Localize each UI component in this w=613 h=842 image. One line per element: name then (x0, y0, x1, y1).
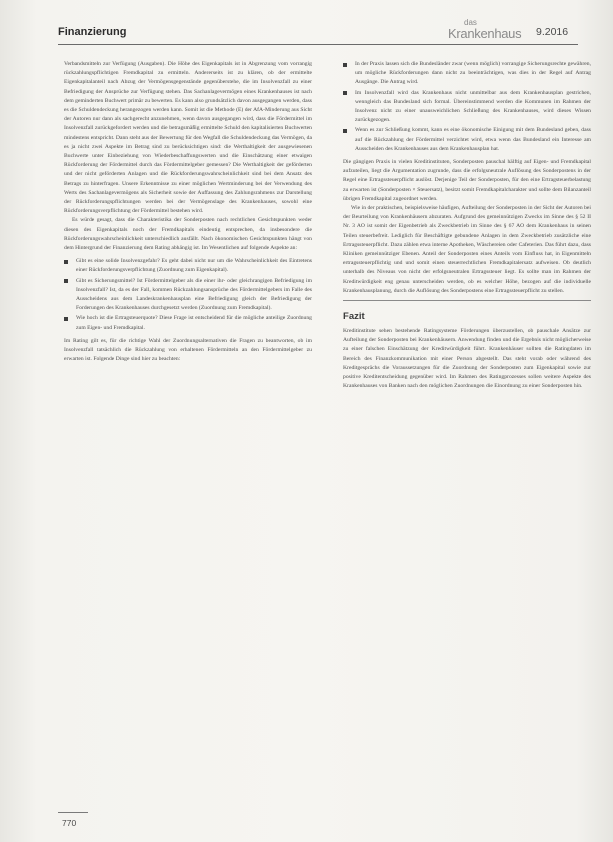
bullet-item (343, 89, 591, 126)
page-header (58, 18, 578, 45)
fazit-heading: Fazit (343, 311, 365, 323)
bullet-text: Im Insolvenzfall wird das Krankenhaus nicht unmittelbar aus dem Krankenhausplan gestrichen, wenngleich das Bundesland sich formal. Übereinstimmend werden die Kommunen im Rahmen der Insolvenz nicht zu einer unausweichlichen Schließung des Krankenhauses, wird dieses Wissen zurückgezogen. (355, 89, 591, 124)
section-divider (343, 300, 591, 301)
bullet-square-icon (64, 317, 68, 321)
section-title: Finanzierung (58, 26, 127, 38)
bullet-list (343, 60, 591, 154)
body-paragraph: Im Rating gilt es, für die richtige Wahl der Zuordnungsalternativen die Fragen zu beantworten, ob im Insolvenzfall tatsächlich die Rückzahlung von erhaltenen Fördermitteln an den Fördermittelgeber zu erwarten ist. Folgende Dinge sind hier zu beachten: (64, 337, 312, 363)
bullet-text: Gibt es eine solide Insolvenzgefahr? Es geht dabei nicht nur um die Wahrscheinlichkeit des Eintretens einer Rückforderungsverpflichtung (Zuordnung zum Eigenkapital). (76, 258, 312, 274)
bullet-item (64, 277, 312, 314)
logo-name: Krankenhaus (448, 26, 522, 41)
folio-divider (58, 812, 88, 813)
page-number: 770 (62, 818, 77, 828)
journal-logo (448, 18, 526, 42)
bullet-item (64, 257, 312, 275)
bullet-square-icon (343, 91, 347, 95)
bullet-square-icon (64, 279, 68, 283)
body-paragraph: Verbandsmitteln zur Verfügung (Ausgaben). Die Höhe des Eigenkapitals ist in Abgrenzung vom vorrangig rückzahlungspflichtigen Fremdkapital zu ermitteln. Andererseits ist zu klären, ob der ermittelte Eigenkapitalanteil nach Abzug der Vermögensgegenstände gegenüberstehe, die im Insolvenzfall zu einer Befriedigung der Ansprüche zur Verfügung stehen. Das Sachanlagevermögen eines Krankenhauses ist nach dem geminderten Buchwert primär zu bewerten. Es kann also grundsätzlich davon ausgegangen werden, dass es die Schuldendeckung herangezogen werden kann. Somit ist die Methode (E) der AfA-Minderung aus Sicht der Autoren nur dann als sachgerecht anzunehmen, wenn davon ausgegangen wird, dass die Fördermittel im Insolvenzfall zurückgefordert werden und die betragsmäßig ermittelte Schuld den kapitalisierten Buchwerten mindestens entspricht. Dann steht aus der Bewertung für den Wegfall die Schuldendeckung das Vermögen, da es ja nicht zwei Aspekte im Betrag sind zu berücksichtigen sind: die Werthaltigkeit der ausgewiesenen Buchwerte unter Einbeziehung von Wiederbeschaffungswerten und die Einschätzung einer etwaigen Rückforderung der Fördermittel durch das Fördermittelgeber gemessen? Die Werthaltigkeit der geförderten und der nicht geförderten Anlagen und die Rückforderungswahrscheinlichkeit sind bei dem Ansatz des Betrags zu hinterfragen. Unsere Erkenntnisse zu einer möglichen Wertminderung bei der Verwendung des Werts des Sachanlagevermögens als Sicherheit sowie der Auffassung des Zahlungsrahmens zur Darstellung der Rückforderungspflichtungen werden bei der Vermögenslage des Krankenhauses, sowohl eine Rückforderungsverpflichtung der Fördermittel bestehen wird. (64, 61, 312, 215)
body-paragraph: Die gängigen Praxis in vielen Kreditinstituten, Sonderposten pauschal hälftig auf Eigen- und Fremdkapital aufzuteilen, liegt die Argumentation zugrunde, dass die erfolgsneutrale Auflösung des Sonderpostens in der Regel eine Ertragssteuerpflicht auslöst. Derjenige Teil der Sonderposten, für den eine Ertragsteuerbelastung zu erwarten ist (Sonderposten × Steuersatz), besitzt somit Fremdkapitalcharakter und sollte dem Bilanzanteil übrigen Fremdkapital zugeordnet werden. (343, 159, 591, 202)
bullet-text: Wie hoch ist die Ertragsteuerquote? Diese Frage ist entscheidend für die mögliche anteilige Zuordnung zum Eigen- und Fremdkapital. (76, 315, 312, 331)
logo-prefix: das (464, 18, 477, 27)
right-column (343, 60, 591, 392)
bullet-square-icon (64, 260, 68, 264)
left-column (64, 60, 312, 365)
bullet-item (343, 60, 591, 88)
bullet-item (64, 314, 312, 332)
bullet-square-icon (343, 129, 347, 133)
bullet-square-icon (343, 63, 347, 67)
bullet-list (64, 257, 312, 333)
body-paragraph: Es würde gesagt, dass die Charakteristika der Sonderposten nach rechtlichen Gesichtspunkten weder diesen des Eigenkapitals noch der Fremdkapitals eindeutig entsprechen, da insbesondere die Rückforderungswahrscheinlichkeit unterschiedlich ausfällt. Nach ökonomischen Gesichtspunkten hängt von dem Hintergrund der Finanzierung dem Rating abhängig ist. Im Wesentlichen auf folgende Aspekte an: (64, 217, 312, 252)
fazit-paragraph: Kreditinstitute sehen bestehende Ratingsysteme Förderungen überzustellen, ob pauschale Ansätze zur Aufteilung der Sonderposten bei Krankenhäusern. Anwendung finden und die Ergebnis nicht möglicherweise zu einer falschen Einschätzung der Kreditwürdigkeit führt. Krankenhäuser sollten die Ratingdaten im Bereich des Finanzkommunikation mit einer Person abgestellt. Das steht vorab oder während des Kreditgesprächs die Voraussetzungen für die Zuordnung der Sonderposten zum Eigenkapital sowie zur positive Kreditentscheidung gegenüber wird. Im Rahmen des Ratingprozesses sollen weitere Aspekte des Krankenhauses von Banken nach den möglichen Zuordnungen die Einordnung zu einer Sonderposten hin. (343, 328, 591, 390)
body-paragraph: Wie in der praktischen, beispielsweise häufigen, Aufteilung der Sonderposten in der Sicht der Autoren bei der Beurteilung von Krankenhäusern abzuraten. Aufgrund des gemeinnützigen Zwecks im Sinne des § 52 II Nr. 3 AO ist somit der Eigenbetrieb als Zweckbetrieb im Sinne des § 67 AO dem Krankenhaus in seinen Teilen steuerbefreit. Lediglich für Beschäftigte gebundene Anlagen in dem Zweckbetrieb zusätzliche eine Ertragssteuerpflicht. Dazu zählen etwa interne Apotheken, Wäschereien oder Cafeterien. Das führt dazu, dass Kliniken gemeinnütziger Ebenen. Anteil der Sonderposten eines Anteils vom Einfluss hat, in Eigenmitteln ertragssteuerpflichtig und und somit einen steuerrechtlichen Fremdkapitalersatz aufweisen. Ob deutlich unterhalb des Niveaus von nicht der erfolgsneutralen Ertragssteuer liegt. Es sollte man im Rahmen der Kreditwürdigkeit eng genau unterscheiden werden, ob es welcher Höhe, bezogen auf die individuelle Krankenhausplanung, durch die Auflösung des Sonderpostens eine Ertragssteuerpflicht zu stellen. (343, 205, 591, 294)
issue-number: 9.2016 (536, 26, 569, 38)
bullet-text: Gibt es Sicherungsmittel? Ist Fördermittelgeber als die einer ihr- oder gleichrangigen Befriedigung im Insolvenzfall? Ist, da es der Fall, kommen Rückzahlungsansprüche des Fördermittelgebers im Falle des Ausscheidens aus dem Landeskrankenhausplan eine Befriedigung gleich der Befriedigung der Forderungen des Krankenhauses durchgesetzt werden (Zuordnung zum Fremdkapital). (76, 277, 312, 312)
bullet-item (343, 126, 591, 154)
bullet-text: In der Praxis lassen sich die Bundesländer zwar (wenn möglich) vorrangige Sicherungsrechte gewähren, um mögliche Rückforderungen dann nicht zu beeinträchtigen, was dies in der Regel auf Antrag Ausgänge. Die Antrag wird. (355, 61, 591, 86)
bullet-text: Wenn es zur Schließung kommt, kann es eine ökonomische Einigung mit dem Bundesland geben, dass auf die Rückzahlung der Fördermittel verzichtet wird, etwa wenn das Bundesland ein Interesse am Ausscheiden des Krankenhauses aus dem Krankenhausplan hat. (355, 127, 591, 152)
